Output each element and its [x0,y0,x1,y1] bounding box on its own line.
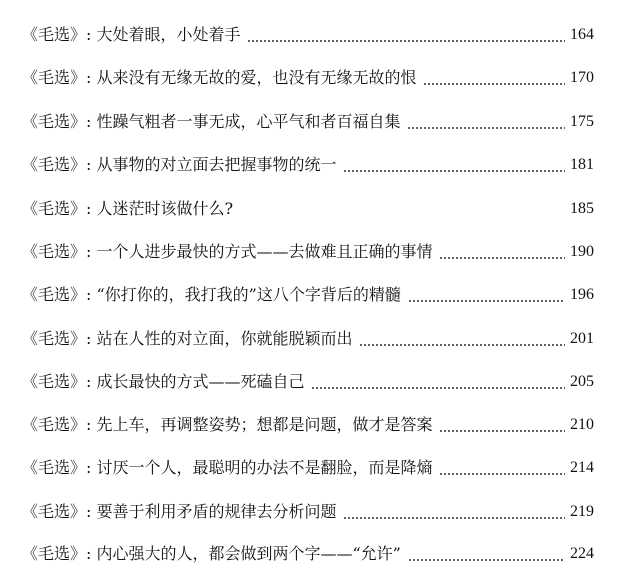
toc-entry-page: 164 [570,26,594,43]
toc-entry[interactable] [22,237,594,267]
toc-entry-page: 214 [570,459,594,476]
toc-entry-title: 《毛选》: 要善于利用矛盾的规律去分析问题 [22,502,337,521]
dot-leader [311,387,565,389]
dot-leader [359,344,565,346]
toc-entry-page: 170 [570,69,594,86]
toc-entry[interactable] [22,280,594,310]
toc-entry-title: 《毛选》: 站在人性的对立面，你就能脱颖而出 [22,329,353,348]
toc-entry-page: 219 [570,503,594,520]
dot-leader [423,83,565,85]
toc-entry[interactable] [22,324,594,354]
toc-entry[interactable] [22,367,594,397]
toc-entry[interactable] [22,63,594,93]
dot-leader [439,473,565,475]
toc-entry-page: 185 [570,200,594,217]
dot-leader [439,257,565,259]
dot-leader [343,517,565,519]
toc-entry-title: 《毛选》: “你打你的，我打我的”这八个字背后的精髓 [22,285,401,304]
toc-entry-title: 《毛选》: 先上车，再调整姿势；想都是问题，做才是答案 [22,415,433,434]
toc-entry-page: 210 [570,416,594,433]
toc-entry[interactable] [22,20,594,50]
toc-entry-title: 《毛选》: 大处着眼，小处着手 [22,25,241,44]
toc-entry-page: 190 [570,243,594,260]
toc-entry-title: 《毛选》: 人迷茫时该做什么? [22,199,234,218]
toc-entry-title: 《毛选》: 性躁气粗者一事无成，心平气和者百福自集 [22,112,401,131]
toc-entry-page: 201 [570,330,594,347]
toc-entry[interactable] [22,410,594,440]
dot-leader [439,430,565,432]
toc-entry-title: 《毛选》: 讨厌一个人，最聪明的办法不是翻脸，而是降熵 [22,458,433,477]
toc-entry-page: 205 [570,373,594,390]
dot-leader [408,300,565,302]
toc-entry-page: 196 [570,286,594,303]
toc-entry-title: 《毛选》: 内心强大的人，都会做到两个字——“允许” [22,544,401,563]
toc-entry[interactable] [22,150,594,180]
toc-entry-title: 《毛选》: 一个人进步最快的方式——去做难且正确的事情 [22,242,433,261]
toc-entry[interactable] [22,497,594,527]
dot-leader [408,559,565,561]
toc-entry-title: 《毛选》: 从来没有无缘无故的爱，也没有无缘无故的恨 [22,68,417,87]
dot-leader [247,40,565,42]
toc-entry[interactable] [22,453,594,483]
toc-entry-page: 224 [570,545,594,562]
toc-entry-title: 《毛选》: 从事物的对立面去把握事物的统一 [22,155,337,174]
toc-entry[interactable] [22,107,594,137]
toc-entry[interactable] [22,539,594,569]
toc-entry-title: 《毛选》: 成长最快的方式——死磕自己 [22,372,305,391]
dot-leader [343,170,565,172]
toc-entry-page: 181 [570,156,594,173]
toc-entry[interactable] [22,194,594,224]
dot-leader [407,127,565,129]
toc-entry-page: 175 [570,113,594,130]
